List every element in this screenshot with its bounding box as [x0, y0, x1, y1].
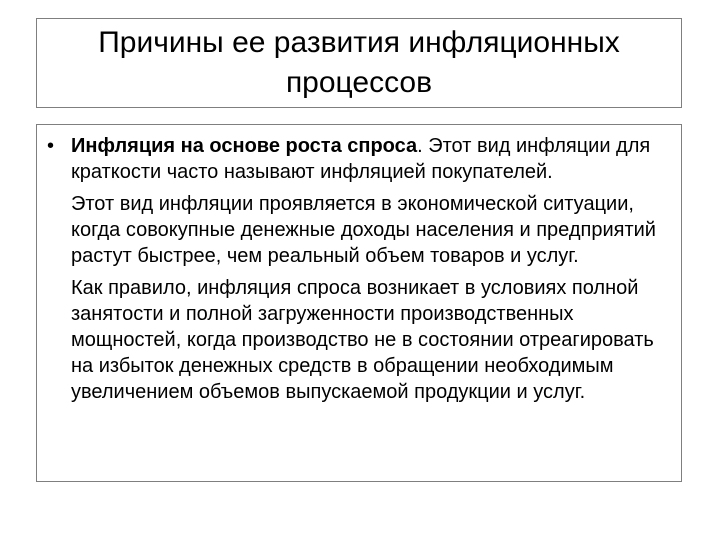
bullet-text: [71, 133, 669, 185]
paragraph-2: Как правило, инфляция спроса возникает в условиях полной занятости и полной загруженности производственных мощностей, когда производство не в состоянии отреагировать на избыток денежных средств в обращении необходимым увеличением объемов выпускаемой продукции и услуг.: [71, 277, 654, 403]
bullet-lead-rest: . Этот вид инфляции для краткости часто называют инфляцией покупателей.: [71, 135, 651, 183]
paragraph-1: Этот вид инфляции проявляется в экономической ситуации, когда совокупные денежные доходы населения и предприятий растут быстрее, чем реальный объем товаров и услуг.: [71, 193, 656, 267]
slide-body-box: [36, 124, 682, 482]
bullet-item: [47, 133, 669, 185]
slide-title: Причины ее развития инфляционных процессов: [98, 26, 620, 99]
bullet-bold-lead: Инфляция на основе роста спроса: [71, 135, 418, 157]
bullet-icon: •: [47, 135, 55, 157]
slide-title-box: [36, 18, 682, 108]
